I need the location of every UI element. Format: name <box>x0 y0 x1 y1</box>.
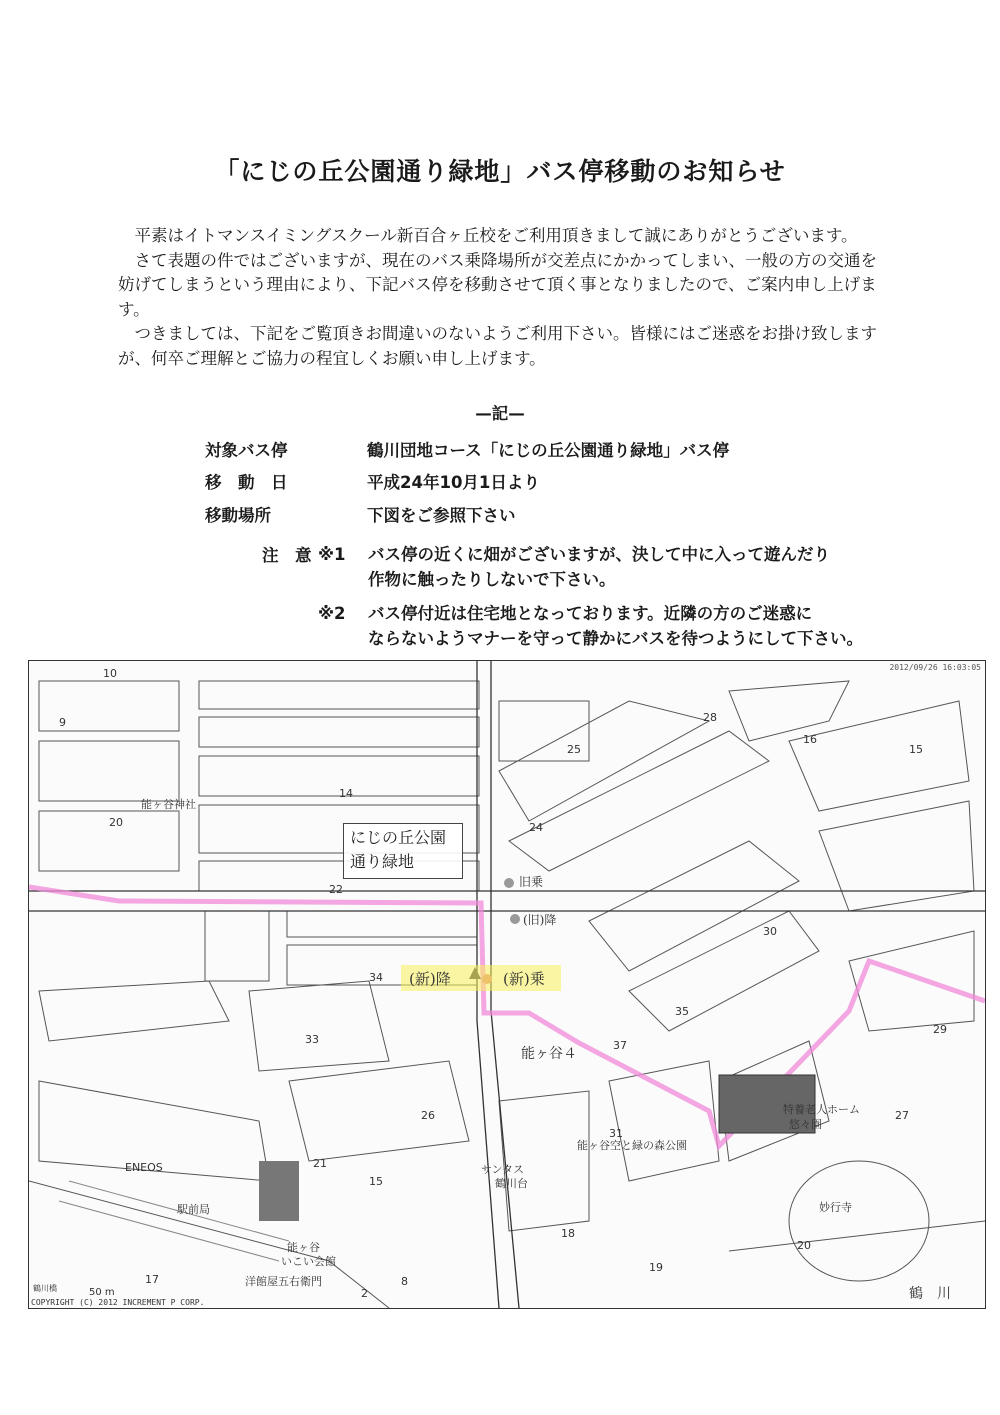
map-block <box>289 1061 469 1161</box>
map-building <box>259 1161 299 1221</box>
label-area: 能ヶ谷４ <box>521 1046 577 1062</box>
block-number: 15 <box>369 1175 383 1188</box>
block-number: 8 <box>401 1275 408 1288</box>
label-sun-2: 鶴川台 <box>495 1177 528 1190</box>
map-block <box>39 741 179 801</box>
map-block <box>249 981 389 1071</box>
map-block <box>199 681 479 709</box>
block-number: 10 <box>103 667 117 680</box>
map-block <box>287 911 477 937</box>
map-block <box>205 911 269 981</box>
block-number: 34 <box>369 971 383 984</box>
block-number: 19 <box>649 1261 663 1274</box>
map-block <box>629 911 819 1031</box>
map-block <box>729 681 849 741</box>
block-number: 37 <box>613 1039 627 1052</box>
block-number: 33 <box>305 1033 319 1046</box>
item-value: 平成24年10月1日より <box>367 473 540 492</box>
label-home-2: 悠々園 <box>789 1118 822 1131</box>
block-number: 9 <box>59 716 66 729</box>
item-label: 移動場所 <box>205 506 271 525</box>
map-block <box>609 1061 719 1181</box>
map-block <box>849 931 974 1031</box>
notes-label: 注 意 <box>262 546 312 565</box>
label-river-small: 鶴川橋 <box>33 1284 57 1293</box>
block-number: 29 <box>933 1023 947 1036</box>
block-number: 20 <box>797 1239 811 1252</box>
label-river: 鶴 川 <box>909 1286 951 1302</box>
note-number: ※2 <box>318 604 346 623</box>
map-block <box>789 1161 929 1281</box>
block-number: 20 <box>109 816 123 829</box>
block-number: 2 <box>361 1287 368 1300</box>
new-stop-right-label: (新)乗 <box>503 970 545 988</box>
block-number: 27 <box>895 1109 909 1122</box>
block-number: 17 <box>145 1273 159 1286</box>
handwritten-note: にじの丘公園 通り緑地 <box>343 823 463 879</box>
block-number: 30 <box>763 925 777 938</box>
paragraph-3: つきましては、下記をご覧頂きお間違いのないようご利用下さい。皆様にはご迷惑をお掛け致しますが、何卒ご理解とご協力の程宜しくお願い申し上げます。 <box>118 324 877 368</box>
old-stop-top-label: 旧乗 <box>519 875 544 889</box>
block-number: 22 <box>329 883 343 896</box>
map-block <box>199 717 479 747</box>
label-hall-2: いこい会館 <box>281 1255 336 1268</box>
notice-title: 「にじの丘公園通り緑地」バス停移動のお知らせ <box>214 157 786 186</box>
block-number: 21 <box>313 1157 327 1170</box>
block-number: 18 <box>561 1227 575 1240</box>
map-scale: 50 m <box>89 1287 115 1298</box>
block-number: 24 <box>529 821 543 834</box>
label-house: 洋館屋五右衛門 <box>245 1275 322 1288</box>
new-stop-left-label: (新)降 <box>409 970 451 988</box>
label-park: 能ヶ谷空と緑の森公園 <box>577 1139 687 1152</box>
old-stop-marker <box>510 914 520 924</box>
block-number: 35 <box>675 1005 689 1018</box>
map-block <box>589 841 799 971</box>
item-label: 移 動 日 <box>205 473 288 492</box>
note-line: 作物に触ったりしないで下さい。 <box>368 570 616 589</box>
block-number: 26 <box>421 1109 435 1122</box>
note-line: バス停の近くに畑がございますが、決して中に入って遊んだり <box>368 545 830 564</box>
location-map <box>28 660 986 1309</box>
old-stop-marker <box>504 878 514 888</box>
map-road <box>729 1221 985 1251</box>
map-block <box>39 981 229 1041</box>
note-number: ※1 <box>318 545 346 564</box>
block-number: 28 <box>703 711 717 724</box>
label-home-1: 特養老人ホーム <box>783 1103 860 1116</box>
label-hall-1: 能ヶ谷 <box>287 1241 320 1254</box>
label-sun-1: サンタス <box>481 1163 525 1176</box>
label-eneos: ENEOS <box>125 1161 163 1174</box>
item-label: 対象バス停 <box>205 441 288 460</box>
old-stop-bottom-label: (旧)降 <box>523 913 557 927</box>
paragraph-1: 平素はイトマンスイミングスクール新百合ヶ丘校をご利用頂きまして誠にありがとうございます。 <box>134 226 858 245</box>
map-river <box>59 1201 279 1261</box>
block-number: 31 <box>609 1127 623 1140</box>
map-block <box>789 701 969 811</box>
notice-body <box>118 224 878 371</box>
block-number: 15 <box>909 743 923 756</box>
map-timestamp: 2012/09/26 16:03:05 <box>889 663 981 672</box>
item-value: 下図をご参照下さい <box>367 506 516 525</box>
block-number: 25 <box>567 743 581 756</box>
map-block <box>819 801 974 911</box>
label-temple: 妙行寺 <box>819 1201 852 1214</box>
paragraph-2: さて表題の件ではございますが、現在のバス乗降場所が交差点にかかってしまい、一般の方の交通を妨げてしまうという理由により、下記バス停を移動させて頂く事となりましたので、ご案内申し上げます。 <box>118 250 877 319</box>
block-number: 14 <box>339 787 353 800</box>
label-station: 駅前局 <box>177 1203 210 1216</box>
block-number: 16 <box>803 733 817 746</box>
record-heading: —記— <box>475 404 525 423</box>
note-line: バス停付近は住宅地となっております。近隣の方のご迷惑に <box>368 604 813 623</box>
map-copyright: COPYRIGHT (C) 2012 INCREMENT P CORP. <box>31 1298 205 1307</box>
label-shrine: 能ヶ谷神社 <box>141 798 196 811</box>
note-line: ならないようマナーを守って静かにバスを待つようにして下さい。 <box>368 629 863 648</box>
item-value: 鶴川団地コース「にじの丘公園通り緑地」バス停 <box>367 441 730 460</box>
